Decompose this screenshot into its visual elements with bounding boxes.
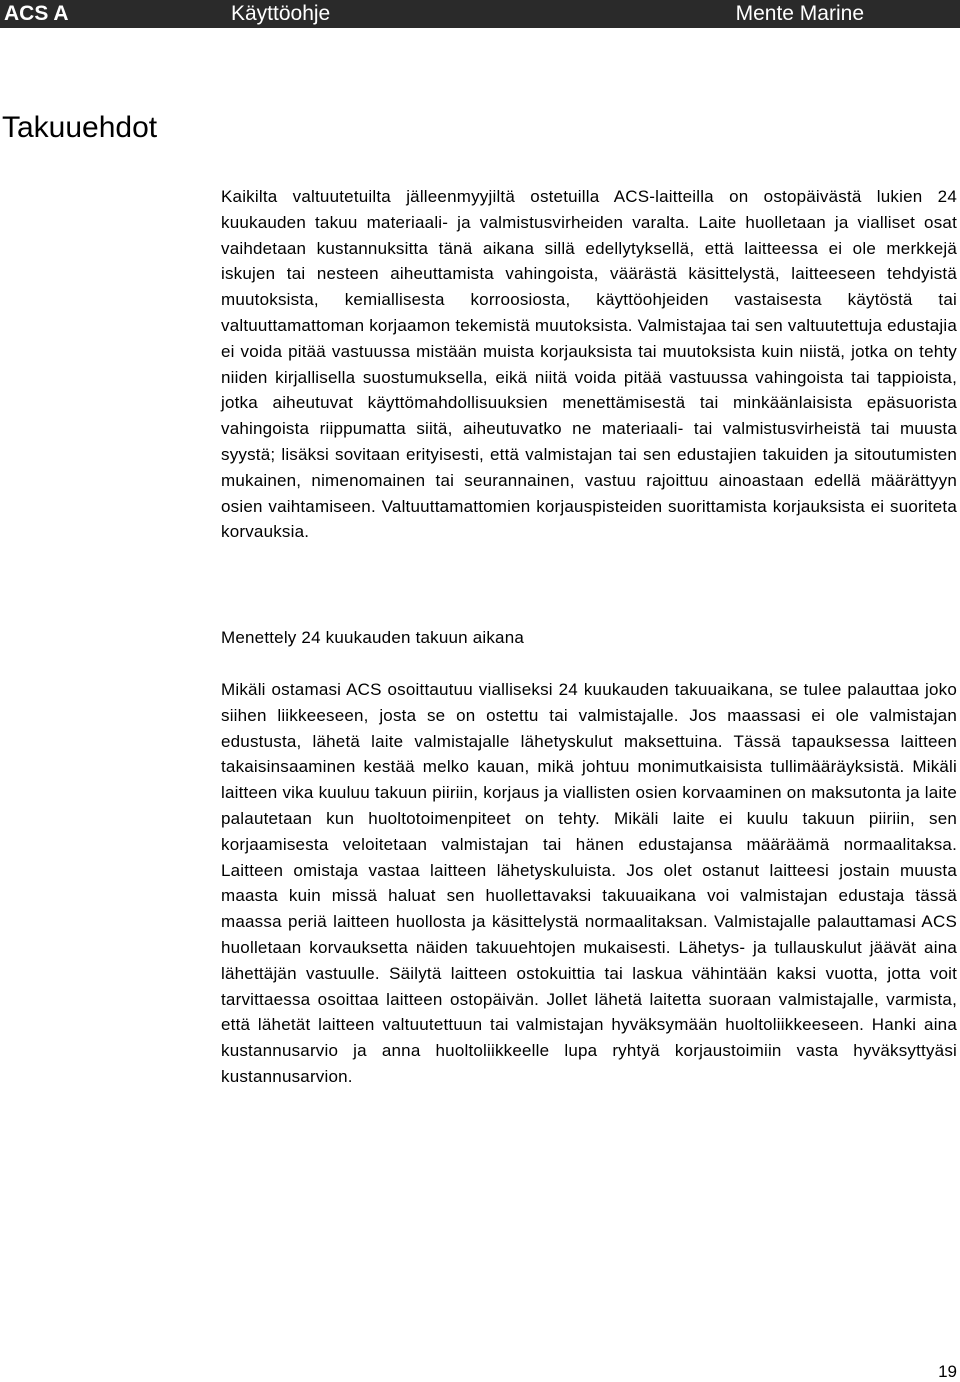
page-header <box>0 0 960 28</box>
warranty-intro-paragraph: Kaikilta valtuutetuilta jälleenmyyjiltä ostetuilla ACS-laitteilla on ostopäivästä lukien 24 kuukauden takuu materiaali- ja valmistusvirheiden varalta. Laite huolletaan ja vialliset osat vaihdetaan kustannuksitta tänä aikana sillä edellytyksellä, että laitteessa ei ole merkkejä iskujen tai nesteen aiheuttamista vahingoista, väärästä käsittelystä, laitteeseen tehdyistä muutoksista, kemiallisesta korroosiosta, käyttöohjeiden vastaisesta käytöstä tai valtuuttamattoman korjaamon tekemistä muutoksista. Valmistajaa tai sen valtuutettuja edustajia ei voida pitää vastuussa mistään muista korjauksista tai muutoksista kuin niistä, jotka on tehty niiden kirjallisella suostumuksella, eikä niitä voida pitää vastuussa vahingoista tai tappioista, jotka aiheutuvat käyttömahdollisuuksien menettämisestä tai minkäänlaisista epäsuorista vahingoista riippumatta siitä, aiheutuvatko ne materiaali- tai valmistusvirheistä tai muusta syystä; lisäksi sovitaan erityisesti, että valmistajan tai sen edustajien takuiden ja sitoutumisten mukainen, nimenomainen tai seurannainen, vastuu rajoittuu ainoastaan edellä määrättyyn osien vaihtamiseen. Valtuuttamattomien korjauspisteiden suorittamista korjauksista ei suoriteta korvauksia. <box>221 187 957 542</box>
warranty-procedure-paragraph: Mikäli ostamasi ACS osoittautuu vialliseksi 24 kuukauden takuuaikana, se tulee palauttaa joko siihen liikkeeseen, josta se on ostettu tai valmistajalle. Jos maassasi ei ole valmistajan edustusta, lähetä laite valmistajalle lähetyskulut maksettuina. Tässä tapauksessa laitteen takaisinsaaminen kestää melko kauan, mikä johtuu monimutkaisista tullimääräyksistä. Mikäli laitteen vika kuuluu takuun piiriin, korjaus ja viallisten osien korvaaminen on maksutonta ja laite palautetaan kun huoltotoimenpiteet on tehty. Mikäli laite ei kuulu takuun piiriin, sen korjaamisesta veloitetaan valmistajan tai hänen edustajansa määräämä normaalitaksa. Laitteen omistaja vastaa laitteen lähetyskuluista. Jos olet ostanut laitteesi jostain muusta maasta kuin missä haluat sen huollettavaksi takuuaikana voi valmistajan edustaja tässä maassa periä laitteen huollosta ja käsittelystä normaalitaksan. Valmistajalle palauttamasi ACS huolletaan korvauksetta näiden takuuehtojen mukaisesti. Lähetys- ja tullauskulut jäävät aina lähettäjän vastuulle. Säilytä laitteen ostokuittia tai laskua vähintään kaksi vuotta, jotta voit tarvittaessa osoittaa laitteen ostopäivän. Jollet lähetä laitetta suoraan valmistajalle, varmista, että lähetät laitteen valtuutettuun tai valmistajan hyväksymään huoltoliikkeeseen. Hanki aina kustannusarvio ja anna huoltoliikkeelle lupa ryhtyä korjaustoimiin vasta hyväksyttyäsi kustannusarvion. <box>221 680 957 1086</box>
section-heading: Menettely 24 kuukauden takuun aikana <box>221 628 525 647</box>
page-number: 19 <box>938 1362 957 1381</box>
header-document-type: Käyttöohje <box>231 2 331 25</box>
header-product-name: ACS A <box>4 2 69 25</box>
header-company-name: Mente Marine <box>735 2 864 25</box>
page-title: Takuuehdot <box>2 111 158 144</box>
